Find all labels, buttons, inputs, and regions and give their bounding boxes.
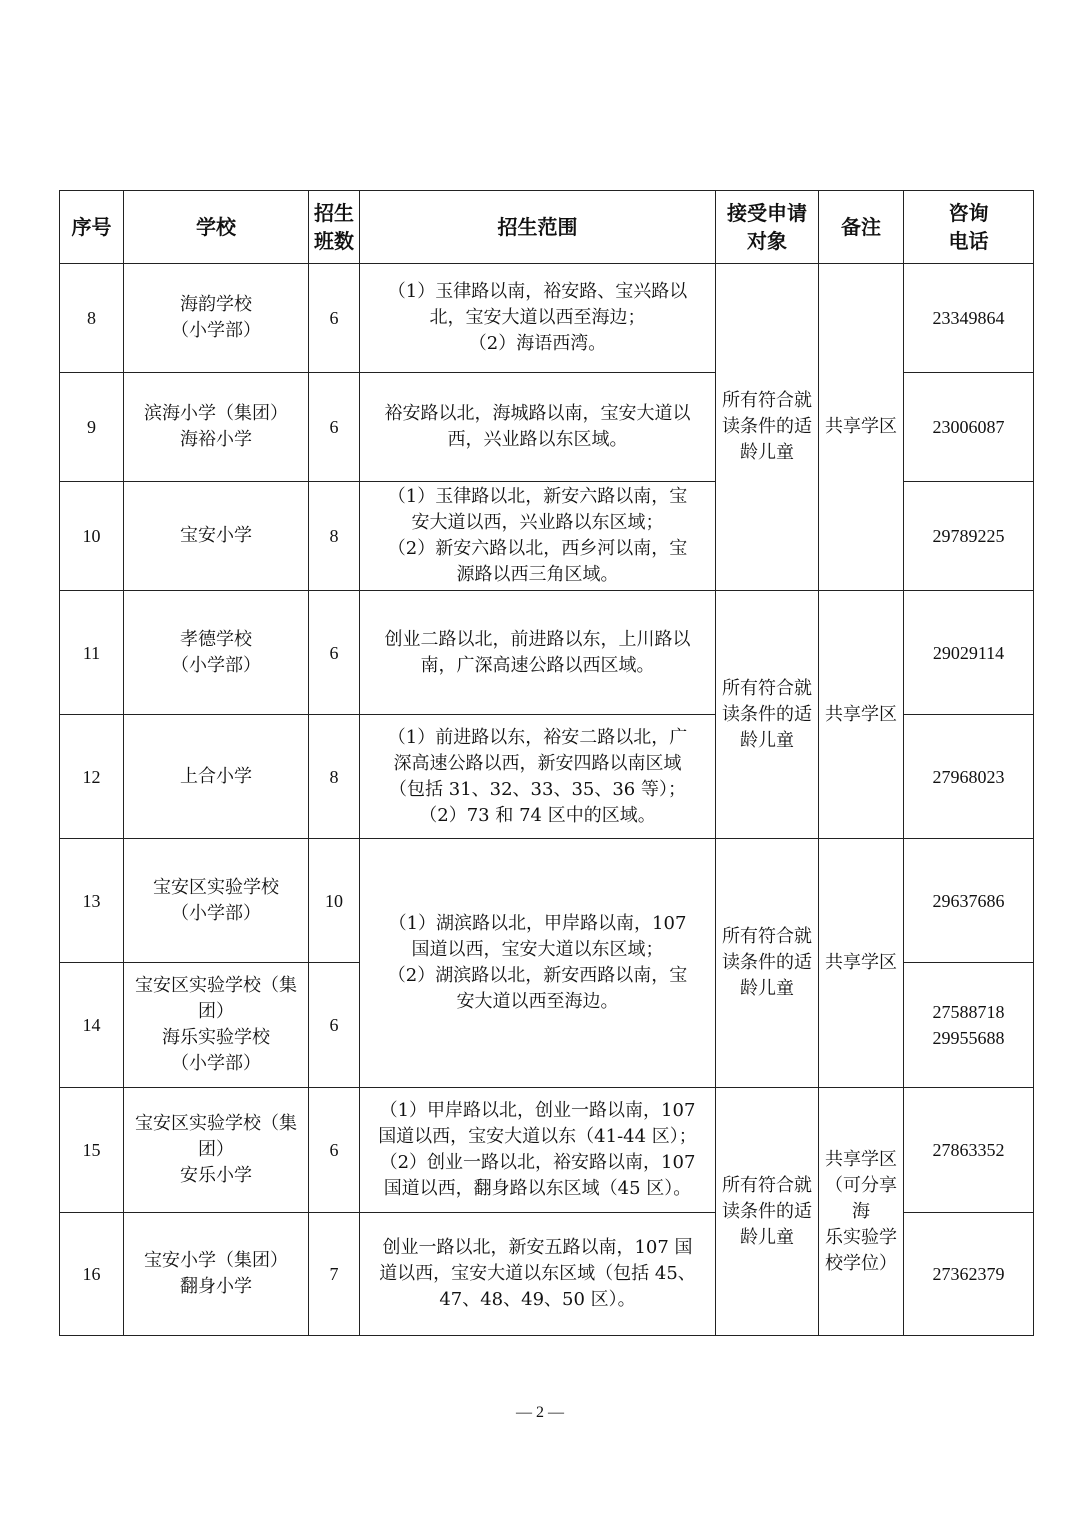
row-school [124,373,309,482]
phone-number: 23349864 [932,308,1005,328]
row-seq: 13 [60,839,124,963]
school-line: 宝安小学（集团） [144,1250,288,1271]
header-target [716,191,819,264]
scope-line: （2）73 和 74 区中的区域。 [419,804,656,826]
group-note [819,264,904,591]
school-line: 宝安区实验学校 [153,876,279,898]
row-school [124,1213,309,1336]
row-phone [904,963,1034,1088]
phone-number: 27588718 [932,1002,1005,1022]
row-school [124,264,309,373]
scope-line: 国道以西，宝安大道以东区域； [411,939,664,960]
row-classes: 6 [309,1088,360,1213]
school-line: （小学部） [171,654,261,676]
row-classes: 7 [309,1213,360,1336]
phone-number: 27968023 [932,766,1005,787]
scope-line: （1）湖滨路以北，甲岸路以南，107 [388,913,687,934]
row-phone [904,264,1034,373]
row-classes: 6 [309,591,360,715]
scope-line: 47、48、49、50 区）。 [439,1289,636,1310]
row-classes: 10 [309,839,360,963]
scope-line: 北，宝安大道以西至海边； [429,307,646,328]
scope-line: 西，兴业路以东区域。 [447,429,628,450]
scope-line: （1）玉律路以南，裕安路、宝兴路以 [387,281,688,302]
group-target [716,264,819,591]
row-phone [904,839,1034,963]
row-school [124,715,309,839]
group-target [716,1088,819,1336]
group-target [716,591,819,839]
school-line: 团） [198,1139,234,1160]
target-line: 读条件的适 [722,952,812,973]
school-line: 宝安区实验学校（集 [135,1113,297,1134]
row-phone [904,591,1034,715]
note-line: 共享学区 [825,952,897,973]
scope-line: 深高速公路以西，新安四路以南区域 [393,752,682,774]
scope-line: 创业二路以北，前进路以东，上川路以 [384,628,691,650]
note-line: 校学位） [825,1252,897,1274]
row-seq: 14 [60,963,124,1088]
school-line: （小学部） [171,1053,261,1074]
row-scope [360,1213,716,1336]
target-line: 所有符合就 [722,677,812,699]
scope-line: （2）创业一路以北，裕安路以南，107 [379,1152,696,1173]
header-target-line: 对象 [747,229,787,253]
target-line: 所有符合就 [722,926,812,947]
row-scope [360,715,716,839]
scope-line: 安大道以西，兴业路以东区域； [411,512,664,533]
row-phone [904,1088,1034,1213]
page-number: — 2 — [516,1404,564,1421]
row-seq: 16 [60,1213,124,1336]
header-phone-line: 电话 [948,229,989,253]
scope-line: 道以西，宝安大道以东区域（包括 45、 [379,1263,696,1284]
phone-number: 29955688 [932,1028,1005,1048]
row-school [124,591,309,715]
phone-number: 29029114 [932,642,1005,663]
target-line: 龄儿童 [740,978,794,999]
row-scope [360,1088,716,1213]
scope-line: 南，广深高速公路以西区域。 [420,654,655,676]
row-classes: 6 [309,264,360,373]
row-classes: 6 [309,373,360,482]
row-scope [360,839,716,1088]
table-row [60,839,1034,963]
header-phone [904,191,1034,264]
enrollment-table [59,190,1034,1336]
row-classes: 8 [309,482,360,591]
header-phone-line: 咨询 [948,201,989,225]
row-school [124,963,309,1088]
header-school: 学校 [124,191,309,264]
scope-line: （2）海语西湾。 [468,333,607,354]
row-seq: 10 [60,482,124,591]
row-seq: 8 [60,264,124,373]
scope-line: 裕安路以北，海城路以南，宝安大道以 [384,403,691,424]
note-line: 共享学区 [825,703,897,725]
row-seq: 9 [60,373,124,482]
header-row [60,191,1034,264]
table-row [60,264,1034,373]
scope-line: 创业一路以北，新安五路以南，107 国 [382,1237,693,1258]
row-phone [904,1213,1034,1336]
header-classes [309,191,360,264]
row-school [124,1088,309,1213]
header-classes-line: 招生 [314,201,354,225]
scope-line: （1）甲岸路以北，创业一路以南，107 [379,1100,696,1121]
school-line: 团） [198,1001,234,1022]
school-line: 上合小学 [180,765,252,787]
school-line: 海韵学校 [180,294,252,315]
header-target-line: 接受申请 [727,201,807,225]
target-line: 所有符合就 [722,390,812,411]
school-line: 宝安小学 [180,525,252,546]
phone-number: 27863352 [932,1140,1005,1160]
school-line: 滨海小学（集团） [144,403,288,424]
phone-number: 23006087 [932,417,1005,437]
target-line: 所有符合就 [722,1174,812,1196]
scope-line: 国道以西，翻身路以东区域（45 区）。 [383,1178,692,1199]
target-line: 龄儿童 [740,1226,794,1248]
row-seq: 11 [60,591,124,715]
row-scope [360,264,716,373]
row-scope [360,591,716,715]
school-line: 宝安区实验学校（集 [135,975,297,996]
school-line: 孝德学校 [180,628,252,650]
scope-line: 安大道以西至海边。 [456,991,619,1012]
table-row [60,1088,1034,1213]
header-note: 备注 [819,191,904,264]
row-seq: 15 [60,1088,124,1213]
group-note [819,1088,904,1336]
school-line: 翻身小学 [180,1276,252,1297]
scope-line: （包括 31、32、33、35、36 等）； [389,778,686,800]
target-line: 龄儿童 [740,729,794,751]
row-seq: 12 [60,715,124,839]
note-line: 乐实验学 [825,1226,897,1248]
scope-line: 国道以西，宝安大道以东（41-44 区）； [378,1126,697,1147]
header-classes-line: 班数 [314,229,354,253]
row-phone [904,482,1034,591]
header-scope: 招生范围 [360,191,716,264]
school-line: （小学部） [171,902,261,924]
group-target [716,839,819,1088]
target-line: 读条件的适 [722,1200,812,1222]
scope-line: （2）湖滨路以北，新安西路以南，宝 [387,965,688,986]
row-phone [904,715,1034,839]
phone-number: 29789225 [932,526,1005,546]
scope-line: （1）玉律路以北，新安六路以南，宝 [387,486,688,507]
target-line: 读条件的适 [722,703,812,725]
target-line: 读条件的适 [722,416,812,437]
table-row [60,591,1034,715]
group-note [819,839,904,1088]
scope-line: （1）前进路以东，裕安二路以北，广 [387,726,688,748]
row-scope [360,373,716,482]
row-school [124,482,309,591]
scope-line: （2）新安六路以北，西乡河以南，宝 [387,538,688,559]
school-line: 安乐小学 [180,1165,252,1186]
phone-number: 27362379 [932,1264,1005,1284]
school-line: （小学部） [171,320,261,341]
note-line: 共享学区 [825,416,897,437]
school-line: 海裕小学 [180,429,252,450]
row-classes: 8 [309,715,360,839]
header-seq: 序号 [60,191,124,264]
target-line: 龄儿童 [740,442,794,463]
school-line: 海乐实验学校 [162,1027,270,1048]
row-scope [360,482,716,591]
row-school [124,839,309,963]
group-note [819,591,904,839]
note-line: 共享学区 [825,1148,897,1170]
row-phone [904,373,1034,482]
note-line: （可分享海 [825,1174,897,1222]
row-classes: 6 [309,963,360,1088]
scope-line: 源路以西三角区域。 [456,564,619,585]
phone-number: 29637686 [932,890,1005,911]
